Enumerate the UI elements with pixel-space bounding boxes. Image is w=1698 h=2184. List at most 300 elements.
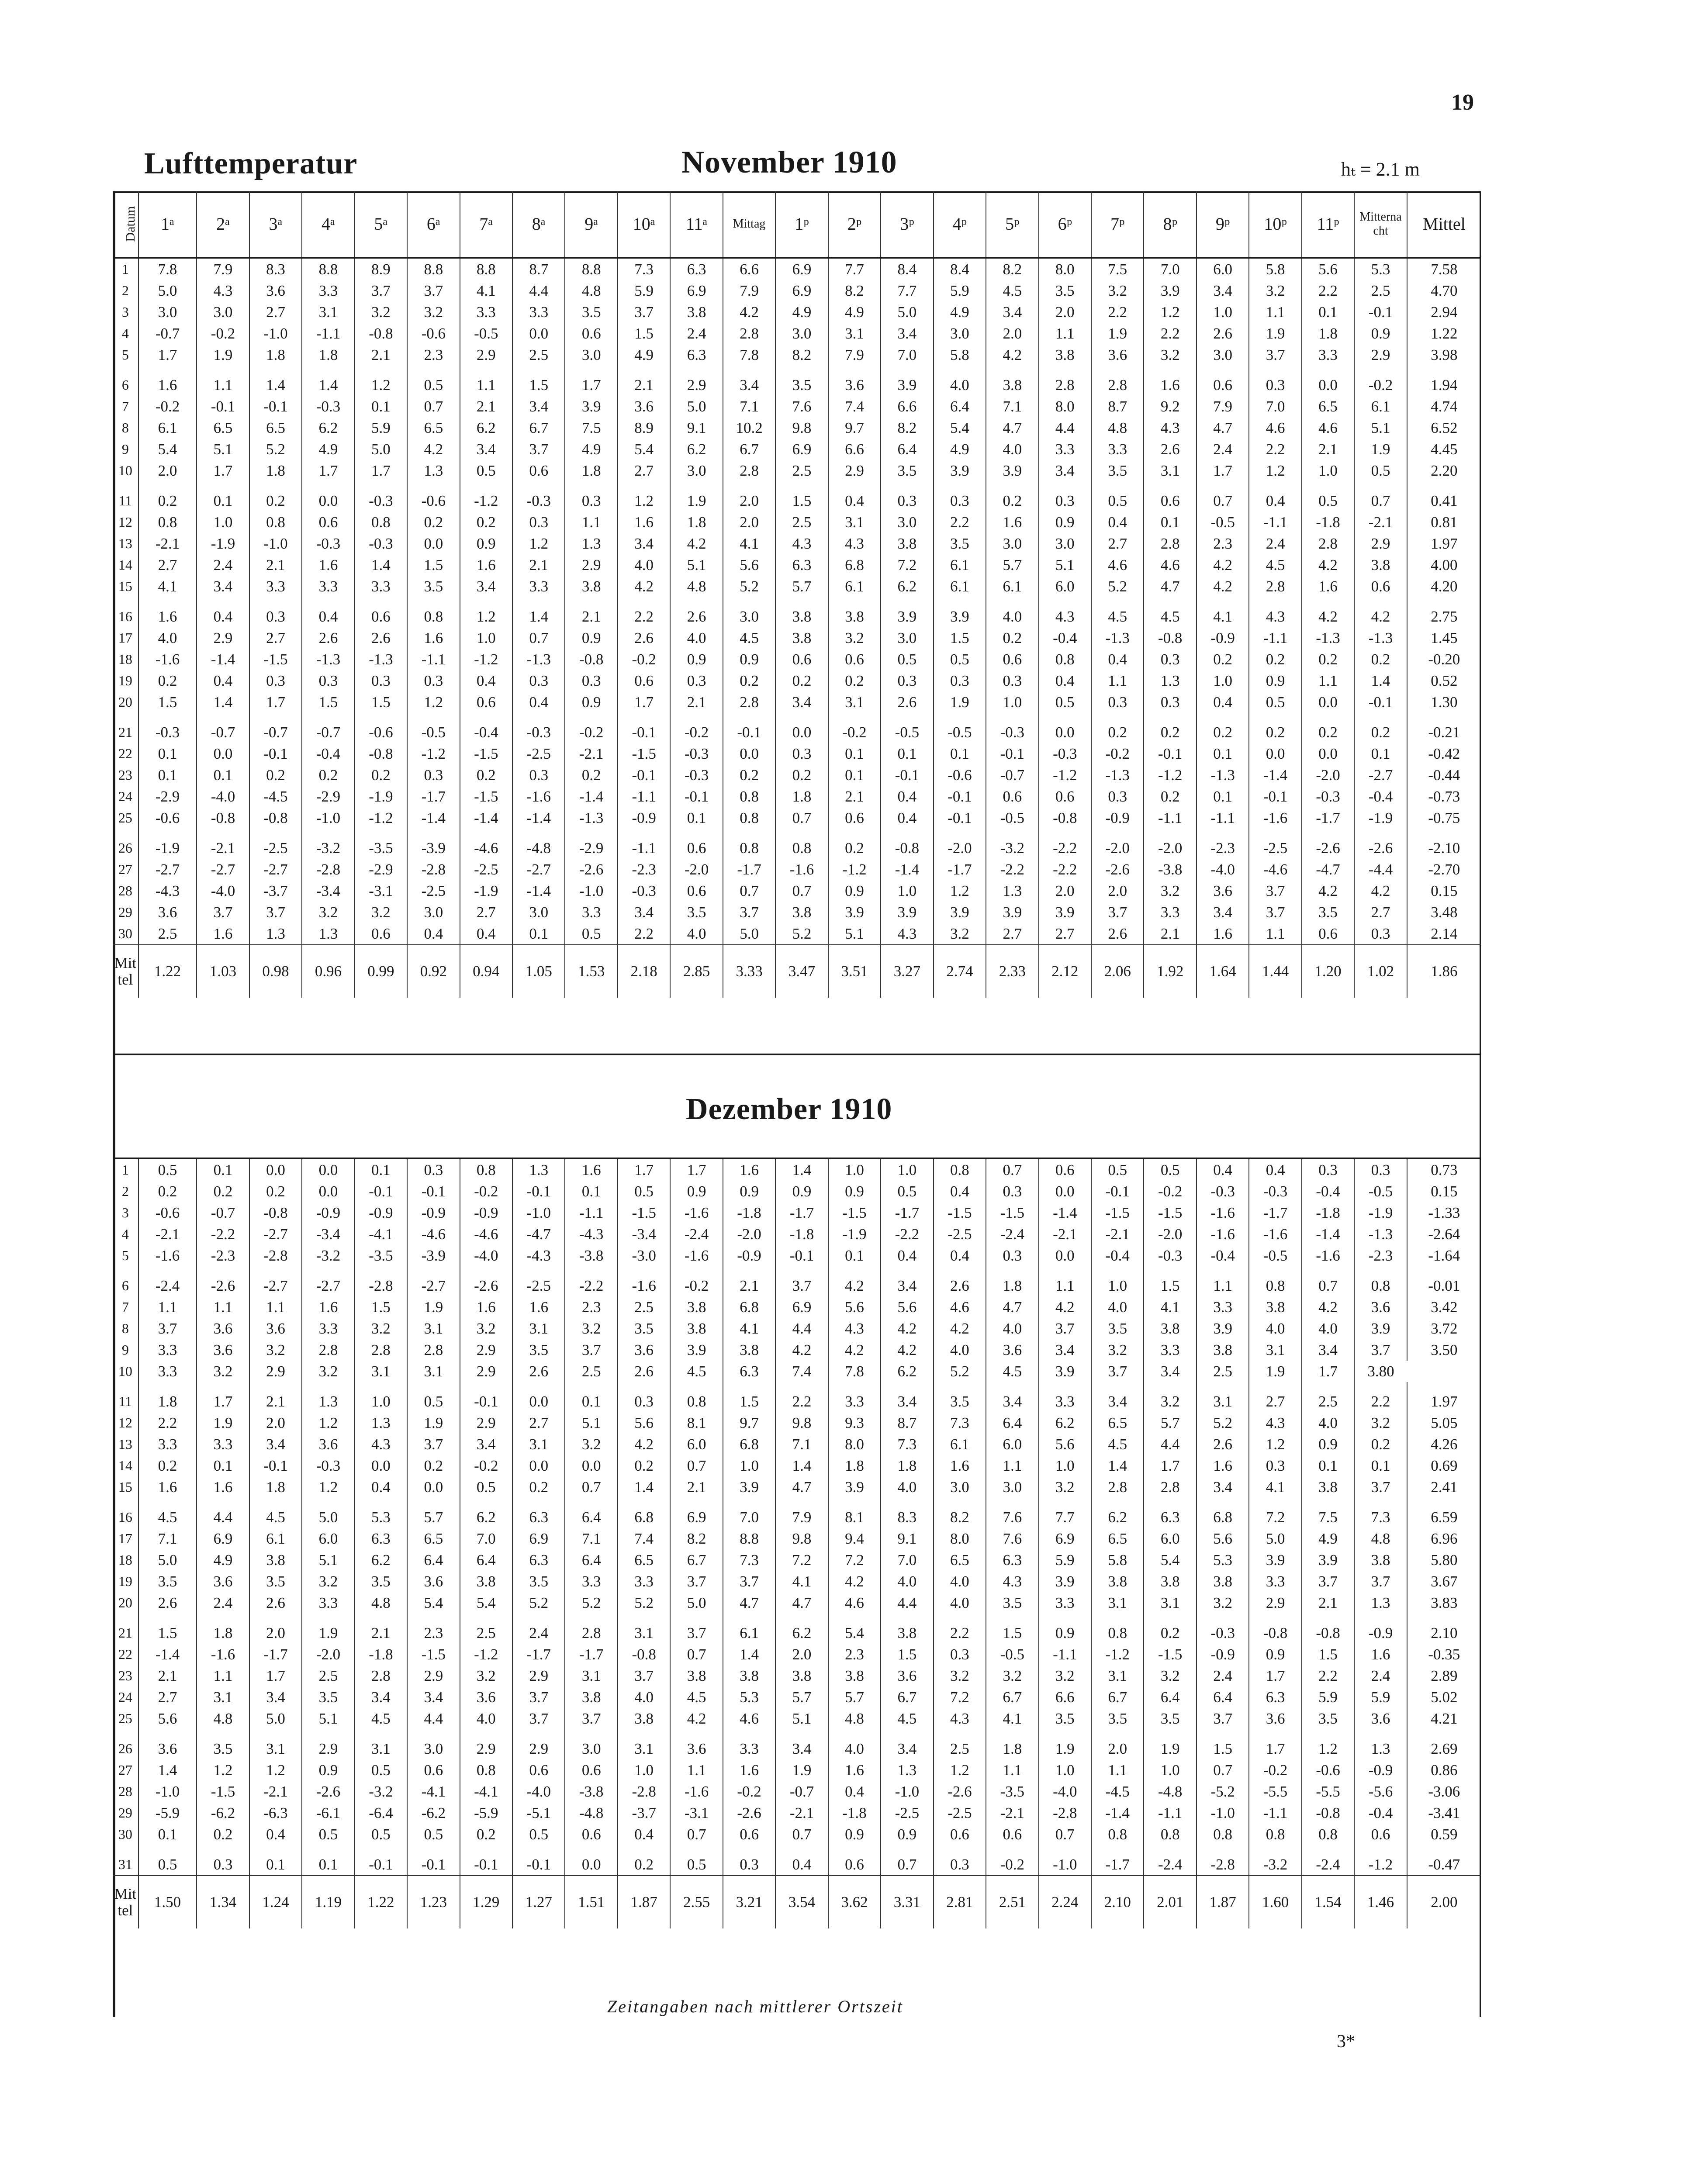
- temperature-cell: 1.6: [1302, 576, 1354, 597]
- temperature-cell: 4.5: [986, 280, 1038, 301]
- table-row: [113, 627, 1481, 649]
- temperature-cell: -2.6: [723, 1802, 775, 1824]
- temperature-cell: -3.2: [1249, 1854, 1301, 1876]
- temperature-cell: 3.6: [138, 1738, 197, 1759]
- daily-mean-cell: 0.86: [1407, 1759, 1481, 1781]
- temperature-cell: 5.3: [1354, 258, 1407, 280]
- daily-mean-cell: 3.42: [1407, 1296, 1481, 1318]
- temperature-cell: 6.5: [618, 1549, 670, 1571]
- temperature-cell: -6.1: [302, 1802, 354, 1824]
- temperature-cell: 3.1: [355, 1738, 407, 1759]
- temperature-cell: -1.7: [723, 859, 775, 880]
- temperature-cell: 0.6: [986, 649, 1038, 670]
- temperature-cell: 3.7: [618, 301, 670, 323]
- temperature-cell: -1.1: [1144, 807, 1196, 829]
- temperature-cell: 1.2: [1249, 460, 1301, 481]
- temperature-cell: 0.5: [302, 1824, 354, 1845]
- temperature-cell: 9.1: [881, 1528, 933, 1549]
- table-row: [113, 1223, 1481, 1245]
- temperature-cell: 6.1: [934, 1434, 986, 1455]
- temperature-cell: -3.0: [618, 1245, 670, 1266]
- temperature-cell: 5.6: [1302, 258, 1354, 280]
- temperature-cell: -0.5: [934, 722, 986, 743]
- temperature-cell: 3.7: [1249, 880, 1301, 902]
- temperature-cell: 4.5: [670, 1686, 723, 1708]
- temperature-cell: 3.3: [512, 576, 565, 597]
- temperature-cell: 0.5: [1091, 490, 1144, 511]
- group-gap: [113, 481, 1481, 490]
- temperature-cell: 0.3: [670, 670, 723, 691]
- temperature-cell: 6.1: [934, 554, 986, 576]
- temperature-cell: 3.6: [460, 1686, 512, 1708]
- temperature-cell: -0.1: [934, 786, 986, 807]
- temperature-cell: -5.6: [1354, 1781, 1407, 1802]
- temperature-cell: 0.6: [355, 923, 407, 945]
- temperature-cell: 0.7: [1302, 1275, 1354, 1296]
- temperature-cell: -3.5: [986, 1781, 1038, 1802]
- temperature-cell: -1.5: [407, 1644, 460, 1665]
- temperature-cell: -1.7: [512, 1644, 565, 1665]
- temperature-cell: 8.2: [934, 1507, 986, 1528]
- temperature-cell: -4.1: [407, 1781, 460, 1802]
- temperature-cell: 2.0: [1091, 880, 1144, 902]
- temperature-cell: 4.9: [565, 439, 617, 460]
- temperature-cell: -0.7: [775, 1781, 828, 1802]
- temperature-cell: 0.4: [1249, 1158, 1301, 1181]
- temperature-cell: 0.2: [249, 1181, 302, 1202]
- daily-mean-cell: 3.50: [1407, 1339, 1481, 1361]
- temperature-cell: 2.0: [138, 460, 197, 481]
- mean-cell: 0.92: [407, 945, 460, 998]
- temperature-cell: 3.1: [249, 1738, 302, 1759]
- temperature-cell: -5.9: [460, 1802, 512, 1824]
- temperature-cell: -0.1: [618, 722, 670, 743]
- temperature-cell: 3.8: [670, 301, 723, 323]
- hour-label: 1ᵖ: [795, 214, 809, 234]
- temperature-cell: 0.2: [197, 1824, 249, 1845]
- temperature-cell: 6.4: [565, 1549, 617, 1571]
- temperature-cell: -3.4: [302, 1223, 354, 1245]
- temperature-cell: 9.7: [723, 1412, 775, 1434]
- temperature-cell: 0.7: [407, 396, 460, 417]
- temperature-cell: 4.8: [828, 1708, 881, 1729]
- temperature-cell: 0.0: [1302, 374, 1354, 396]
- temperature-cell: 2.1: [460, 396, 512, 417]
- day-cell: 26: [118, 840, 132, 856]
- temperature-cell: 0.1: [249, 1854, 302, 1876]
- temperature-cell: -0.3: [1144, 1245, 1196, 1266]
- temperature-cell: -1.2: [355, 807, 407, 829]
- temperature-cell: 0.8: [723, 837, 775, 859]
- daily-mean-cell: 0.15: [1407, 880, 1481, 902]
- temperature-cell: 2.2: [934, 1622, 986, 1644]
- temperature-cell: 2.8: [1091, 1476, 1144, 1498]
- temperature-cell: 2.9: [1354, 533, 1407, 554]
- temperature-cell: -2.5: [460, 859, 512, 880]
- temperature-cell: 7.0: [460, 1528, 512, 1549]
- temperature-cell: 5.3: [723, 1686, 775, 1708]
- temperature-cell: -0.8: [1144, 627, 1196, 649]
- temperature-cell: 6.3: [355, 1528, 407, 1549]
- temperature-cell: -0.8: [1249, 1622, 1301, 1644]
- temperature-cell: -4.3: [138, 880, 197, 902]
- daily-mean-cell: 5.80: [1407, 1549, 1481, 1571]
- day-cell: 26: [118, 1741, 132, 1756]
- temperature-cell: 2.8: [565, 1622, 617, 1644]
- temperature-cell: -2.7: [197, 859, 249, 880]
- temperature-cell: 7.3: [1354, 1507, 1407, 1528]
- hour-header: [355, 191, 407, 258]
- hour-label: 9ᵖ: [1215, 214, 1230, 234]
- temperature-cell: 0.1: [828, 743, 881, 764]
- temperature-cell: -0.2: [618, 649, 670, 670]
- temperature-cell: 3.6: [618, 1339, 670, 1361]
- temperature-cell: 4.1: [986, 1708, 1038, 1729]
- temperature-cell: -0.8: [881, 837, 933, 859]
- temperature-cell: 5.2: [249, 439, 302, 460]
- table-row: [113, 511, 1481, 533]
- temperature-cell: 5.4: [1144, 1549, 1196, 1571]
- mean-cell: 2.18: [618, 945, 670, 998]
- temperature-cell: 3.4: [618, 902, 670, 923]
- temperature-cell: 0.0: [302, 1181, 354, 1202]
- temperature-cell: -1.2: [1144, 764, 1196, 786]
- temperature-cell: 3.7: [1249, 902, 1301, 923]
- temperature-cell: 0.6: [1039, 786, 1091, 807]
- temperature-cell: -2.9: [355, 859, 407, 880]
- temperature-cell: 6.1: [986, 576, 1038, 597]
- temperature-cell: 0.2: [1144, 722, 1196, 743]
- temperature-cell: 1.1: [986, 1759, 1038, 1781]
- temperature-cell: 3.0: [1197, 344, 1249, 366]
- temperature-cell: 0.6: [670, 880, 723, 902]
- temperature-cell: 4.0: [934, 374, 986, 396]
- temperature-cell: 0.2: [407, 511, 460, 533]
- day-cell: 11: [118, 1393, 132, 1409]
- temperature-cell: 3.2: [249, 1339, 302, 1361]
- temperature-cell: 6.3: [775, 554, 828, 576]
- temperature-cell: 0.4: [828, 490, 881, 511]
- temperature-cell: -0.3: [302, 1455, 354, 1476]
- temperature-cell: -1.6: [1197, 1202, 1249, 1223]
- temperature-cell: -2.4: [1302, 1854, 1354, 1876]
- temperature-cell: 6.4: [565, 1507, 617, 1528]
- temperature-cell: -0.2: [723, 1781, 775, 1802]
- temperature-cell: -2.2: [197, 1223, 249, 1245]
- temperature-cell: 0.5: [1249, 691, 1301, 713]
- temperature-cell: 4.0: [934, 1571, 986, 1592]
- temperature-cell: 9.8: [775, 1528, 828, 1549]
- day-cell: 6: [121, 377, 129, 393]
- daily-mean-cell: 2.20: [1407, 460, 1481, 481]
- temperature-cell: 3.4: [249, 1686, 302, 1708]
- temperature-cell: 5.0: [723, 923, 775, 945]
- temperature-cell: -5.9: [138, 1802, 197, 1824]
- temperature-cell: 1.1: [1039, 1275, 1091, 1296]
- temperature-cell: 3.8: [460, 1571, 512, 1592]
- temperature-cell: 1.8: [670, 511, 723, 533]
- temperature-cell: -2.5: [512, 1275, 565, 1296]
- temperature-cell: 3.6: [618, 396, 670, 417]
- temperature-cell: 2.6: [355, 627, 407, 649]
- mean-cell: 1.54: [1302, 1876, 1354, 1928]
- temperature-cell: 2.1: [138, 1665, 197, 1686]
- temperature-cell: -2.6: [565, 859, 617, 880]
- temperature-cell: -0.2: [670, 722, 723, 743]
- temperature-cell: 4.3: [1039, 606, 1091, 627]
- temperature-cell: 0.0: [407, 533, 460, 554]
- temperature-cell: 2.4: [670, 323, 723, 344]
- temperature-cell: 5.7: [407, 1507, 460, 1528]
- temperature-cell: -2.0: [1144, 837, 1196, 859]
- table-row: [113, 439, 1481, 460]
- temperature-cell: -2.2: [565, 1275, 617, 1296]
- temperature-cell: 0.3: [1302, 1158, 1354, 1181]
- temperature-cell: 10.2: [723, 417, 775, 439]
- temperature-cell: 0.3: [565, 670, 617, 691]
- temperature-cell: 4.9: [302, 439, 354, 460]
- temperature-cell: 0.7: [670, 1455, 723, 1476]
- temperature-cell: 0.9: [723, 649, 775, 670]
- temperature-cell: -1.0: [249, 533, 302, 554]
- temperature-cell: -2.8: [1197, 1854, 1249, 1876]
- temperature-cell: 3.2: [828, 627, 881, 649]
- temperature-cell: -2.3: [1197, 837, 1249, 859]
- temperature-cell: 3.5: [986, 1592, 1038, 1614]
- temperature-cell: 1.6: [460, 554, 512, 576]
- temperature-cell: 0.8: [775, 837, 828, 859]
- temperature-cell: 2.6: [1144, 439, 1196, 460]
- temperature-cell: -4.0: [1197, 859, 1249, 880]
- temperature-cell: 4.6: [1302, 417, 1354, 439]
- temperature-cell: -0.1: [1144, 743, 1196, 764]
- table-row: [113, 1708, 1481, 1729]
- temperature-cell: -2.7: [138, 859, 197, 880]
- temperature-cell: 0.1: [828, 764, 881, 786]
- temperature-cell: 1.2: [249, 1759, 302, 1781]
- temperature-cell: 4.7: [986, 417, 1038, 439]
- temperature-cell: 3.9: [828, 1476, 881, 1498]
- day-cell: 5: [121, 1248, 129, 1263]
- table-row: [113, 606, 1481, 627]
- temperature-cell: 5.1: [1039, 554, 1091, 576]
- temperature-cell: -0.1: [881, 764, 933, 786]
- daily-mean-cell: -0.42: [1407, 743, 1481, 764]
- temperature-cell: 3.8: [775, 606, 828, 627]
- signature-mark: 3*: [1337, 2032, 1355, 2052]
- mean-cell: 2.85: [670, 945, 723, 998]
- temperature-cell: 2.0: [1039, 880, 1091, 902]
- table-row: [113, 1507, 1481, 1528]
- temperature-cell: -0.8: [618, 1644, 670, 1665]
- temperature-cell: 2.2: [618, 606, 670, 627]
- temperature-cell: -0.1: [249, 1455, 302, 1476]
- temperature-cell: -1.9: [355, 786, 407, 807]
- temperature-cell: 2.5: [460, 1622, 512, 1644]
- temperature-cell: -0.1: [1354, 301, 1407, 323]
- hour-header: [302, 191, 354, 258]
- temperature-cell: 0.5: [407, 1391, 460, 1412]
- temperature-cell: 4.2: [670, 1708, 723, 1729]
- temperature-cell: 7.6: [986, 1528, 1038, 1549]
- temperature-cell: -0.1: [249, 743, 302, 764]
- hour-header: [197, 191, 249, 258]
- temperature-cell: 4.3: [1249, 606, 1301, 627]
- temperature-cell: 1.6: [723, 1759, 775, 1781]
- temperature-cell: 0.2: [986, 627, 1038, 649]
- temperature-cell: 0.7: [881, 1854, 933, 1876]
- table-row: [113, 764, 1481, 786]
- temperature-cell: -1.6: [1197, 1223, 1249, 1245]
- temperature-cell: 5.9: [1354, 1686, 1407, 1708]
- temperature-cell: 4.0: [881, 1476, 933, 1498]
- temperature-cell: -0.1: [197, 396, 249, 417]
- temperature-cell: -4.0: [197, 880, 249, 902]
- temperature-cell: -0.8: [565, 649, 617, 670]
- temperature-cell: 1.7: [1249, 1738, 1301, 1759]
- table-row: [113, 1592, 1481, 1614]
- temperature-cell: -1.7: [775, 1202, 828, 1223]
- temperature-cell: 0.4: [1039, 670, 1091, 691]
- temperature-cell: -2.6: [460, 1275, 512, 1296]
- temperature-cell: 6.3: [1249, 1686, 1301, 1708]
- temperature-cell: 1.2: [934, 1759, 986, 1781]
- temperature-cell: -1.9: [828, 1223, 881, 1245]
- temperature-cell: 6.4: [934, 396, 986, 417]
- temperature-cell: 8.3: [881, 1507, 933, 1528]
- temperature-cell: 1.2: [1302, 1738, 1354, 1759]
- temperature-cell: 3.2: [302, 1361, 354, 1382]
- temperature-cell: 1.5: [138, 691, 197, 713]
- temperature-cell: 0.1: [828, 1245, 881, 1266]
- temperature-cell: 0.0: [302, 490, 354, 511]
- temperature-cell: 4.1: [1249, 1476, 1301, 1498]
- temperature-cell: 1.7: [670, 1158, 723, 1181]
- temperature-cell: 7.8: [723, 344, 775, 366]
- temperature-cell: 4.9: [1302, 1528, 1354, 1549]
- temperature-cell: 1.6: [828, 1759, 881, 1781]
- temperature-cell: 0.2: [460, 511, 512, 533]
- temperature-cell: 0.6: [565, 323, 617, 344]
- temperature-cell: 8.8: [302, 258, 354, 280]
- group-gap: [113, 1382, 1481, 1391]
- temperature-cell: 0.9: [565, 691, 617, 713]
- temperature-cell: 4.3: [934, 1708, 986, 1729]
- temperature-cell: 4.8: [1354, 1528, 1407, 1549]
- temperature-cell: 6.9: [775, 258, 828, 280]
- hour-header: [934, 191, 986, 258]
- temperature-cell: 3.0: [407, 902, 460, 923]
- table-row: [113, 859, 1481, 880]
- temperature-cell: -1.5: [460, 786, 512, 807]
- table-row: [113, 837, 1481, 859]
- temperature-cell: 8.8: [723, 1528, 775, 1549]
- temperature-cell: 4.2: [828, 1339, 881, 1361]
- temperature-cell: 3.8: [1144, 1571, 1196, 1592]
- temperature-cell: 0.2: [1354, 1434, 1407, 1455]
- temperature-cell: 3.8: [881, 533, 933, 554]
- temperature-cell: 8.3: [249, 258, 302, 280]
- temperature-cell: -0.7: [986, 764, 1038, 786]
- temperature-cell: 0.3: [407, 670, 460, 691]
- temperature-cell: 3.3: [197, 1434, 249, 1455]
- temperature-cell: 0.2: [986, 490, 1038, 511]
- temperature-cell: 2.5: [565, 1361, 617, 1382]
- day-cell: 15: [118, 1479, 132, 1495]
- temperature-cell: 0.9: [1249, 1644, 1301, 1665]
- temperature-cell: -1.0: [249, 323, 302, 344]
- table-row: [113, 1528, 1481, 1549]
- temperature-cell: -2.2: [1039, 837, 1091, 859]
- temperature-cell: -2.6: [1091, 859, 1144, 880]
- temperature-cell: -0.2: [565, 722, 617, 743]
- hour-label: 10ᵖ: [1264, 214, 1287, 234]
- temperature-cell: 8.8: [565, 258, 617, 280]
- temperature-cell: 3.5: [302, 1686, 354, 1708]
- temperature-cell: 0.8: [1091, 1622, 1144, 1644]
- day-cell: 3: [121, 304, 129, 320]
- temperature-cell: 7.1: [565, 1528, 617, 1549]
- temperature-cell: 2.2: [775, 1391, 828, 1412]
- temperature-cell: 1.6: [512, 1296, 565, 1318]
- temperature-cell: 1.6: [1197, 1455, 1249, 1476]
- daily-mean-cell: 4.45: [1407, 439, 1481, 460]
- temperature-cell: 1.4: [618, 1476, 670, 1498]
- daily-mean-cell: 3.72: [1407, 1318, 1481, 1339]
- temperature-cell: 0.3: [775, 743, 828, 764]
- temperature-cell: -1.0: [302, 807, 354, 829]
- temperature-cell: 0.6: [723, 1824, 775, 1845]
- temperature-cell: -1.6: [1302, 1245, 1354, 1266]
- temperature-cell: -2.5: [934, 1802, 986, 1824]
- temperature-cell: -3.9: [407, 1245, 460, 1266]
- temperature-cell: -1.2: [1091, 1644, 1144, 1665]
- temperature-cell: -0.9: [460, 1202, 512, 1223]
- temperature-cell: 5.9: [934, 280, 986, 301]
- temperature-cell: 2.9: [460, 1738, 512, 1759]
- temperature-cell: -3.4: [302, 880, 354, 902]
- temperature-cell: 3.4: [1091, 1391, 1144, 1412]
- temperature-cell: 5.7: [775, 576, 828, 597]
- temperature-cell: 3.6: [249, 1318, 302, 1339]
- temperature-cell: 0.3: [934, 1644, 986, 1665]
- temperature-cell: 1.1: [1197, 1275, 1249, 1296]
- temperature-cell: 1.4: [1091, 1455, 1144, 1476]
- group-gap: [113, 713, 1481, 722]
- temperature-cell: 0.4: [460, 670, 512, 691]
- temperature-cell: 4.0: [460, 1708, 512, 1729]
- temperature-cell: 1.4: [775, 1158, 828, 1181]
- temperature-cell: 0.7: [670, 1644, 723, 1665]
- temperature-cell: 0.3: [881, 670, 933, 691]
- temperature-cell: 0.9: [1354, 323, 1407, 344]
- temperature-cell: 0.3: [1091, 691, 1144, 713]
- table-row: [113, 301, 1481, 323]
- temperature-cell: 0.4: [1197, 691, 1249, 713]
- temperature-cell: 0.5: [881, 649, 933, 670]
- temperature-cell: -0.4: [1354, 786, 1407, 807]
- temperature-cell: 0.4: [775, 1854, 828, 1876]
- temperature-cell: 2.9: [302, 1738, 354, 1759]
- temperature-cell: 5.0: [1249, 1528, 1301, 1549]
- temperature-cell: 5.3: [355, 1507, 407, 1528]
- temperature-cell: 3.5: [881, 460, 933, 481]
- table-row: [113, 743, 1481, 764]
- temperature-cell: 1.9: [775, 1759, 828, 1781]
- temperature-cell: 3.4: [1144, 1361, 1196, 1382]
- temperature-cell: 5.6: [723, 554, 775, 576]
- mean-cell: 0.98: [249, 945, 302, 998]
